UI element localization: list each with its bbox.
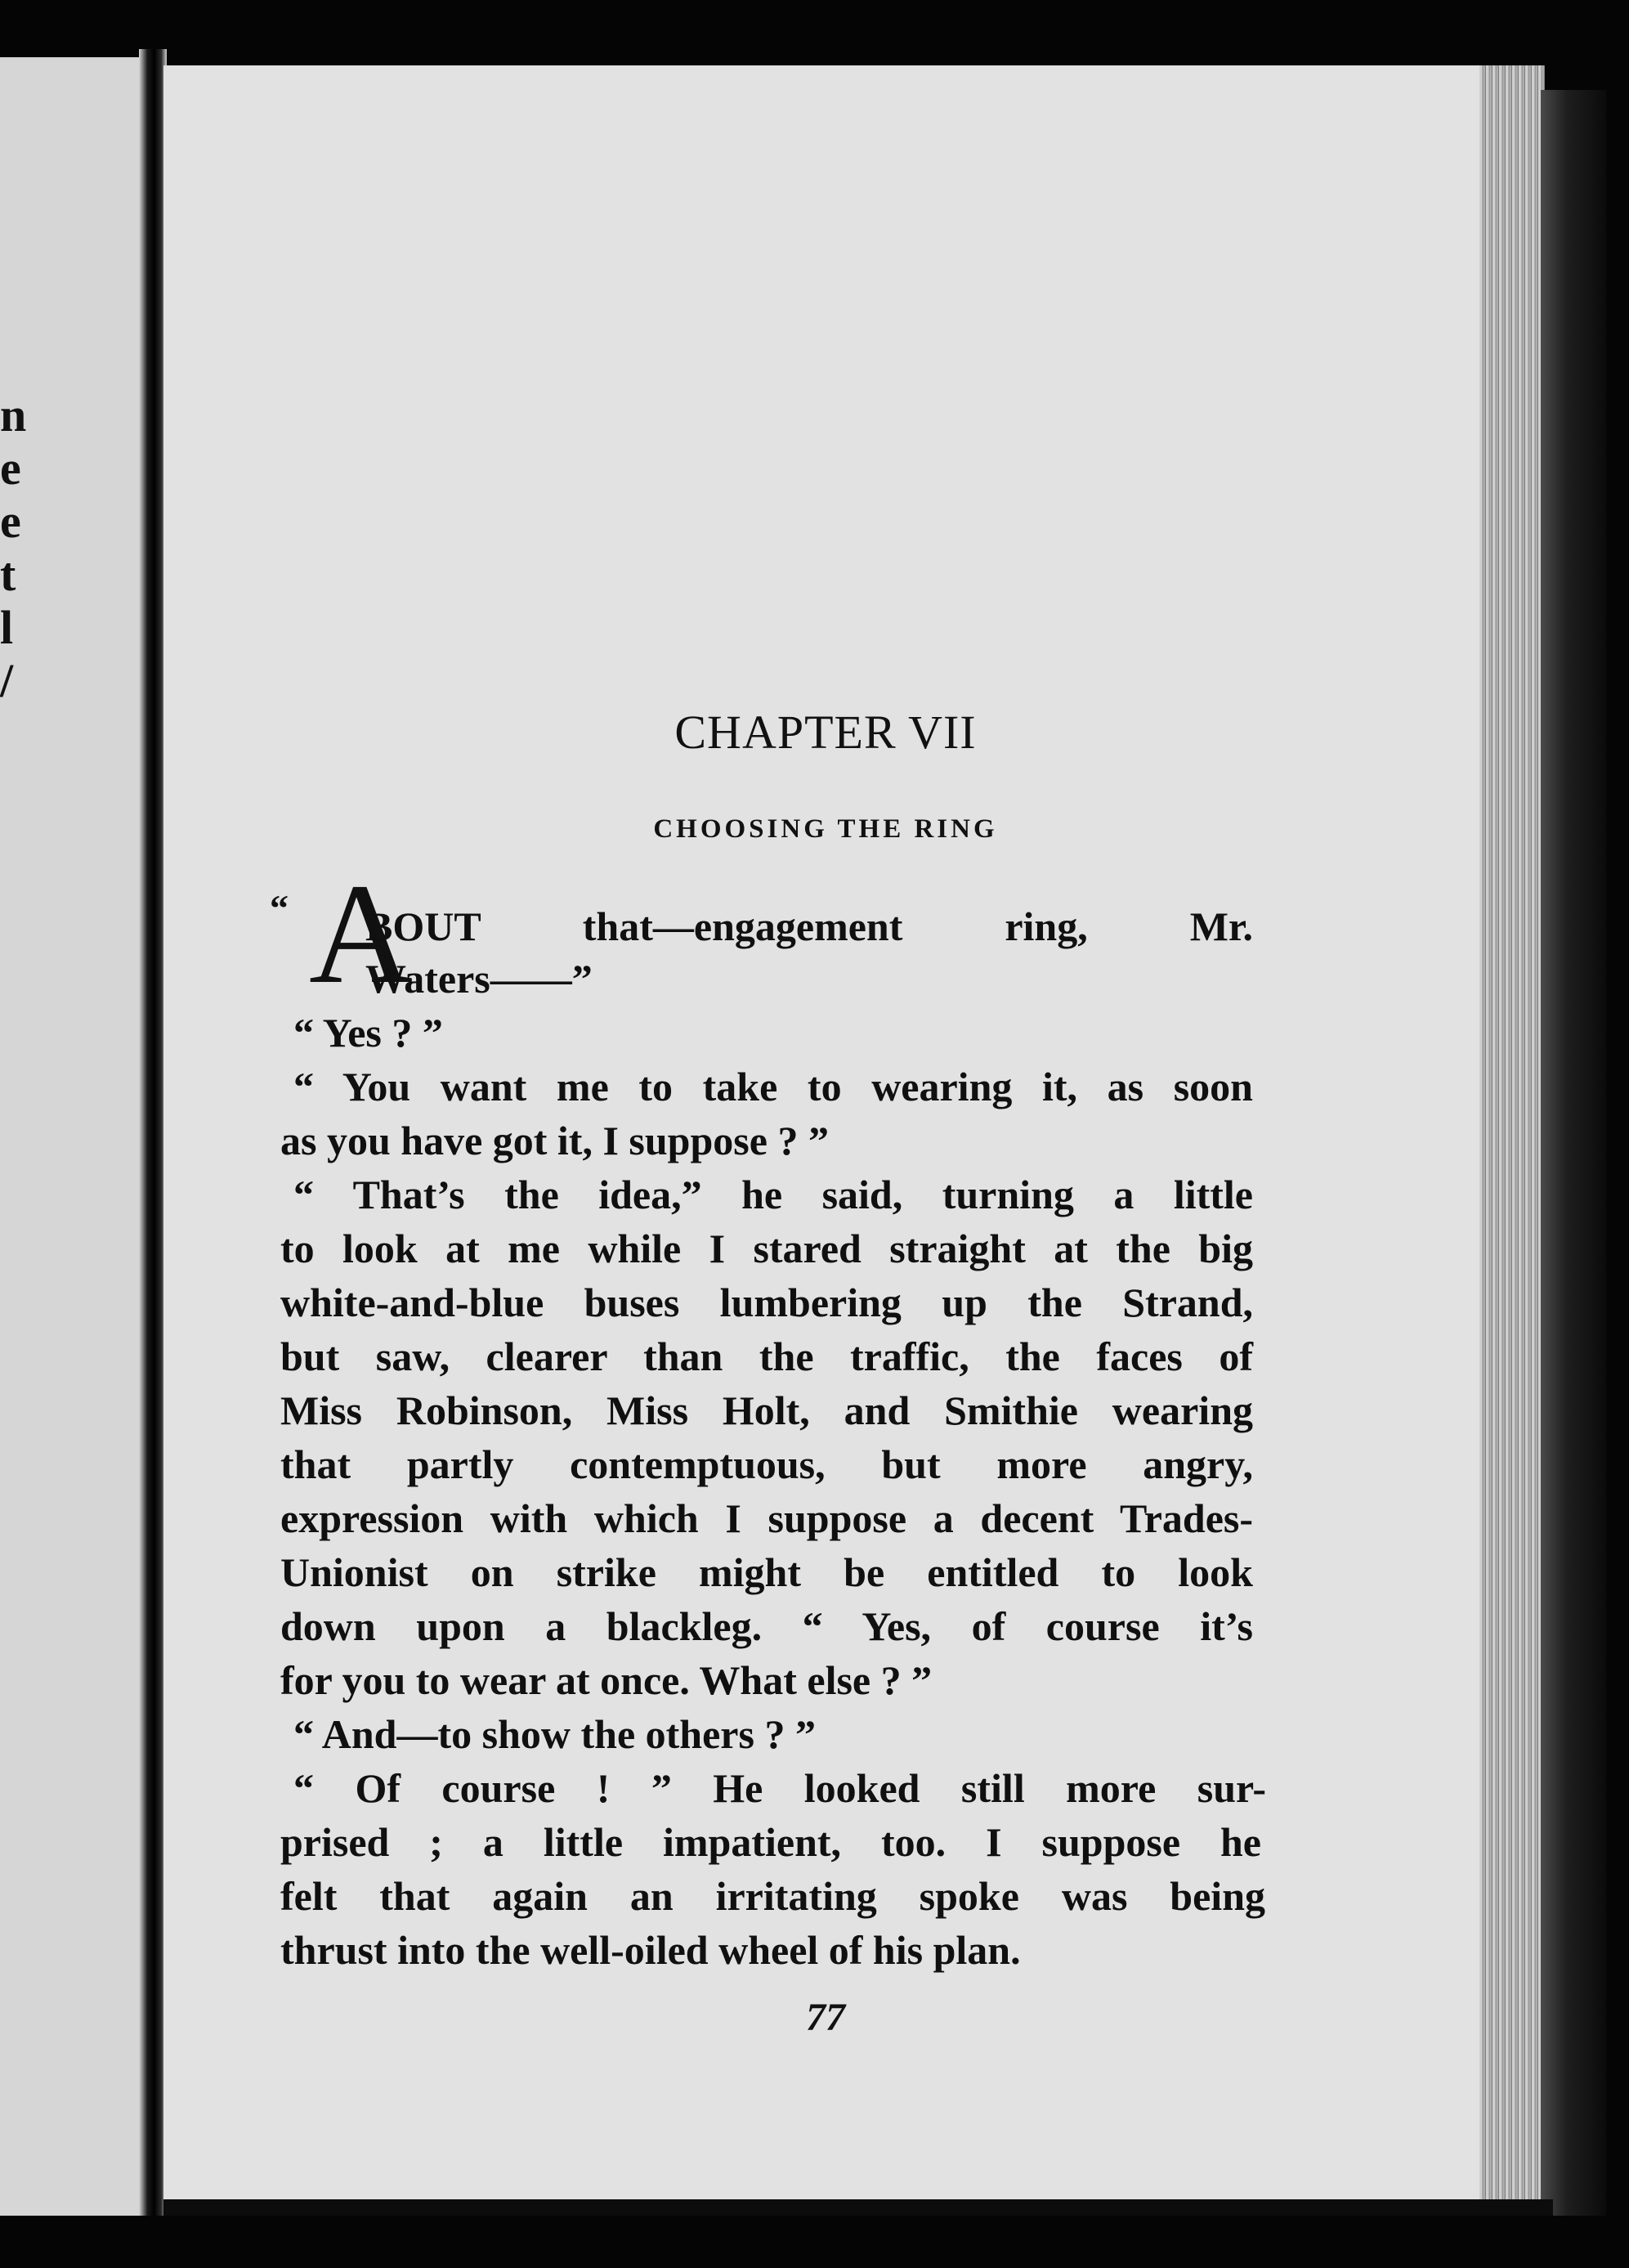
text-line: for you to wear at once. What else ? ”	[280, 1657, 933, 1703]
text-line: prised ; a little impatient, too. I suppose he	[280, 1819, 1261, 1865]
edge-letter: /	[0, 654, 14, 707]
edge-letter: n	[0, 388, 27, 441]
opening-quote: “	[270, 887, 289, 929]
text-line: white-and-blue buses lumbering up the Strand,	[280, 1280, 1253, 1325]
chapter-title: CHAPTER VII	[674, 706, 977, 759]
edge-letter: e	[0, 441, 21, 495]
text-line: Unionist on strike might be entitled to look	[280, 1549, 1253, 1595]
text-line: that partly contemptuous, but more angry,	[280, 1441, 1253, 1487]
edge-letter: t	[0, 548, 16, 601]
text-line: “ And—to show the others ? ”	[293, 1711, 816, 1757]
drop-cap: A	[309, 854, 414, 1014]
edge-letter: e	[0, 495, 21, 548]
left-page	[0, 57, 157, 2216]
chapter-subtitle: CHOOSING THE RING	[653, 814, 998, 844]
text-line: but saw, clearer than the traffic, the faces of	[280, 1333, 1253, 1379]
left-page-edge-text	[0, 388, 33, 707]
book-gutter	[139, 49, 167, 2216]
text-line: “ That’s the idea,” he said, turning a little	[293, 1172, 1253, 1217]
text-line: down upon a blackleg. “ Yes, of course it’s	[280, 1603, 1253, 1649]
text-line: as you have got it, I suppose ? ”	[280, 1118, 829, 1163]
page-fore-edge	[1479, 65, 1545, 2207]
text-line: BOUT that—engagement ring, Mr.	[365, 903, 1253, 949]
text-line: thrust into the well-oiled wheel of his plan.	[280, 1927, 1021, 1973]
text-line: expression with which I suppose a decent Trades-	[280, 1495, 1253, 1541]
book-cover-edge	[1541, 90, 1606, 2216]
text-line: felt that again an irritating spoke was being	[280, 1873, 1265, 1919]
text-line: “ You want me to take to wearing it, as soon	[293, 1064, 1253, 1109]
text-line: to look at me while I stared straight at the big	[280, 1226, 1253, 1271]
text-line: “ Of course ! ” He looked still more sur-	[293, 1765, 1266, 1811]
bottom-shadow	[163, 2199, 1553, 2216]
text-line: “ Yes ? ”	[293, 1010, 443, 1056]
page-number: 77	[806, 1996, 845, 2039]
text-line: Waters——”	[365, 956, 593, 1002]
text-line: Miss Robinson, Miss Holt, and Smithie wearing	[280, 1387, 1253, 1433]
edge-letter: l	[0, 601, 14, 654]
